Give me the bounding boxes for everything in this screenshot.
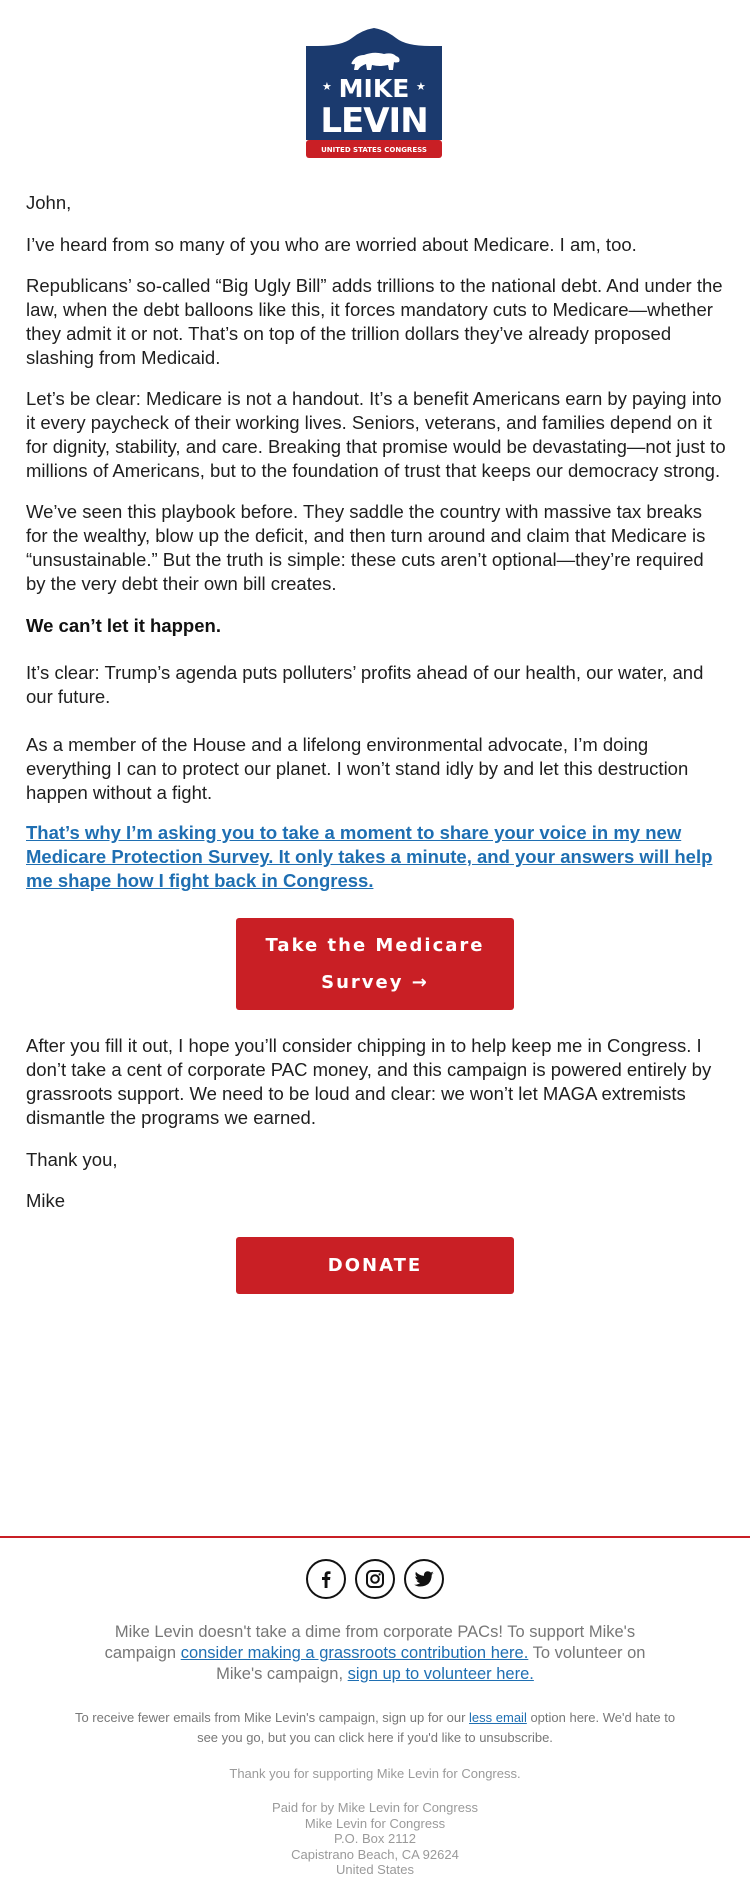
volunteer-link[interactable]: sign up to volunteer here. — [347, 1665, 534, 1683]
paragraph-3: Let’s be clear: Medicare is not a handout. It’s a benefit Americans earn by paying into it every paycheck of their working lives. Seniors, veterans, and families depend on it for dignity, stability, and care. Breaking that promise would be devastating—not just to millions of Americans, but to the foundation of trust that keeps our democracy strong. — [26, 388, 726, 481]
footer-fewer-emails: To receive fewer emails from Mike Levin's campaign, sign up for our less email option here. We'd hate to see you go, but you can click here if you'd like to unsubscribe. — [74, 1710, 676, 1745]
logo-name-levin: LEVIN — [320, 101, 428, 141]
survey-link-paragraph — [26, 821, 726, 893]
paragraph-4: We’ve seen this playbook before. They saddle the country with massive tax breaks for the wealthy, blow up the deficit, and then turn around and claim that Medicare is “unsustainable.” But the truth is simple: these cuts aren’t optional—they’re required by the very debt their own bill creates. — [26, 501, 706, 594]
less-email-link[interactable]: less email — [469, 1710, 527, 1725]
country: United States — [335, 1862, 415, 1878]
greeting: John, — [26, 192, 72, 213]
mike-levin-logo — [302, 28, 446, 162]
paragraph-1: I’ve heard from so many of you who are worried about Medicare. I am, too. — [26, 234, 637, 255]
closing-thanks: Thank you, — [26, 1149, 118, 1170]
signature: Mike — [26, 1190, 66, 1211]
facebook-link[interactable] — [306, 1559, 346, 1599]
city-state-zip: Capistrano Beach, CA 92624 — [291, 1846, 459, 1862]
paragraph-2: Republicans’ so-called “Big Ugly Bill” adds trillions to the national debt. And under the law, when the debt balloons like this, it forces mandatory cuts to Medicare—whether they admit it or not. That’s on top of the trillion dollars they’ve already proposed slashing from Medicaid. — [26, 275, 723, 368]
donate-button[interactable]: DONATE — [236, 1237, 514, 1294]
facebook-icon — [316, 1569, 336, 1589]
take-survey-button[interactable]: Take the Medicare Survey → — [236, 918, 514, 1010]
paragraph-5: It’s clear: Trump’s agenda puts polluters’ profits ahead of our health, our water, and our future. — [26, 662, 704, 707]
svg-text:★: ★ — [416, 80, 426, 93]
po-box: P.O. Box 2112 — [334, 1831, 416, 1847]
committee-name: Mike Levin for Congress — [304, 1815, 446, 1831]
twitter-link[interactable] — [404, 1559, 444, 1599]
logo-name-mike: MIKE — [338, 74, 410, 103]
svg-text:★: ★ — [322, 80, 332, 93]
survey-link[interactable]: That’s why I’m asking you to take a moment to share your voice in my new Medicare Protection Survey. It only takes a minute, and your answers will help me shape how I fight back in Congress. — [26, 822, 713, 891]
instagram-icon — [365, 1569, 385, 1589]
grassroots-contribution-link[interactable]: consider making a grassroots contribution here. — [180, 1644, 529, 1662]
logo-subtitle: UNITED STATES CONGRESS — [321, 146, 427, 154]
footer-divider — [0, 1536, 750, 1538]
instagram-link[interactable] — [355, 1559, 395, 1599]
paragraph-7: After you fill it out, I hope you’ll consider chipping in to help keep me in Congress. I don’t take a cent of corporate PAC money, and this campaign is powered entirely by grassroots support. We need to be loud and clear: we won’t let MAGA extremists dismantle the programs we earned. — [26, 1035, 712, 1128]
footer-thanks: Thank you for supporting Mike Levin for Congress. — [229, 1766, 521, 1781]
bold-callout: We can’t let it happen. — [26, 615, 221, 636]
paid-for-line: Paid for by Mike Levin for Congress — [272, 1800, 478, 1815]
footer-address — [0, 1800, 750, 1878]
footer-pac-text: Mike Levin doesn't take a dime from corporate PACs! To support Mike's campaign consider making a grassroots contribution here. To volunteer on Mike's campaign, sign up to volunteer here. — [104, 1623, 646, 1683]
paragraph-6: As a member of the House and a lifelong environmental advocate, I’m doing everything I can to protect our planet. I won’t stand idly by and let this destruction happen without a fight. — [26, 734, 689, 803]
twitter-icon — [413, 1569, 435, 1589]
